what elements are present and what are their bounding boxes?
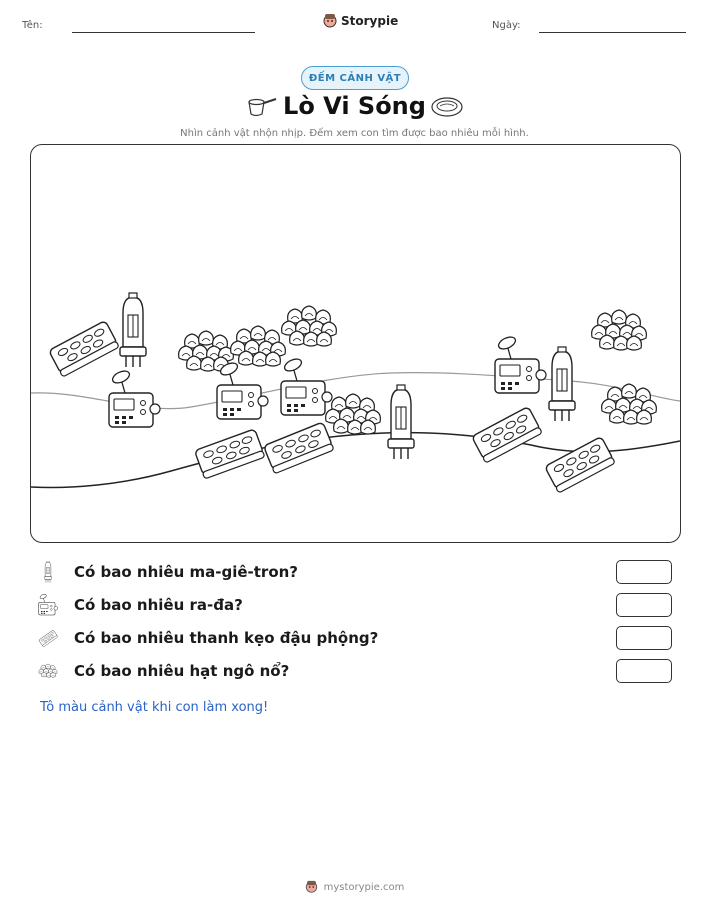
question-text: Có bao nhiêu ra-đa? xyxy=(74,596,243,614)
answer-box-peanut-bar[interactable] xyxy=(616,626,672,650)
radar xyxy=(495,335,546,393)
brand-name: Storypie xyxy=(341,14,399,28)
radar xyxy=(109,369,160,427)
peanut-bar xyxy=(263,422,334,474)
scene-illustration xyxy=(31,145,680,542)
answer-box-magnetron[interactable] xyxy=(616,560,672,584)
category-badge: ĐẾM CẢNH VẬT xyxy=(301,66,409,90)
brand-logo xyxy=(323,13,398,29)
question-text: Có bao nhiêu hạt ngô nổ? xyxy=(74,662,290,680)
bowl-icon xyxy=(430,95,464,119)
answer-box-radar[interactable] xyxy=(616,593,672,617)
storypie-mascot-icon xyxy=(305,880,318,894)
counting-scene xyxy=(30,144,681,543)
peanut-bar xyxy=(49,320,120,377)
radar xyxy=(281,357,332,415)
name-field[interactable] xyxy=(72,32,255,33)
storypie-mascot-icon xyxy=(323,13,337,29)
coloring-note: Tô màu cảnh vật khi con làm xong! xyxy=(40,700,269,715)
magnetron-icon xyxy=(38,562,58,582)
answer-box-popcorn[interactable] xyxy=(616,659,672,683)
popcorn-icon xyxy=(38,661,58,681)
site-url[interactable]: mystorypie.com xyxy=(323,881,405,893)
question-row-popcorn xyxy=(38,658,672,684)
date-field[interactable] xyxy=(539,32,686,33)
popcorn-pile xyxy=(231,326,286,366)
radar-icon xyxy=(38,595,58,615)
popcorn-pile xyxy=(282,306,337,346)
peanut-bar-icon xyxy=(38,628,58,648)
popcorn-pile xyxy=(602,384,657,424)
site-footer xyxy=(0,880,709,894)
question-text: Có bao nhiêu ma-giê-tron? xyxy=(74,563,299,581)
magnetron xyxy=(120,293,146,367)
peanut-bar xyxy=(545,436,616,493)
peanut-bar xyxy=(194,429,264,479)
popcorn-pile xyxy=(592,310,647,350)
date-label: Ngày: xyxy=(492,20,521,31)
question-row-magnetron xyxy=(38,559,672,585)
radar xyxy=(217,361,268,419)
magnetron xyxy=(549,347,575,421)
peanut-bar xyxy=(472,406,543,463)
popcorn-pile xyxy=(326,394,381,434)
name-label: Tên: xyxy=(22,20,43,31)
question-text: Có bao nhiêu thanh kẹo đậu phộng? xyxy=(74,629,379,647)
magnetron xyxy=(388,385,414,459)
instructions: Nhìn cảnh vật nhộn nhịp. Đếm xem con tìm được bao nhiêu mỗi hình. xyxy=(180,128,529,139)
page-title: Lò Vi Sóng xyxy=(283,92,426,120)
question-row-peanut-bar xyxy=(38,625,672,651)
question-row-radar xyxy=(38,592,672,618)
